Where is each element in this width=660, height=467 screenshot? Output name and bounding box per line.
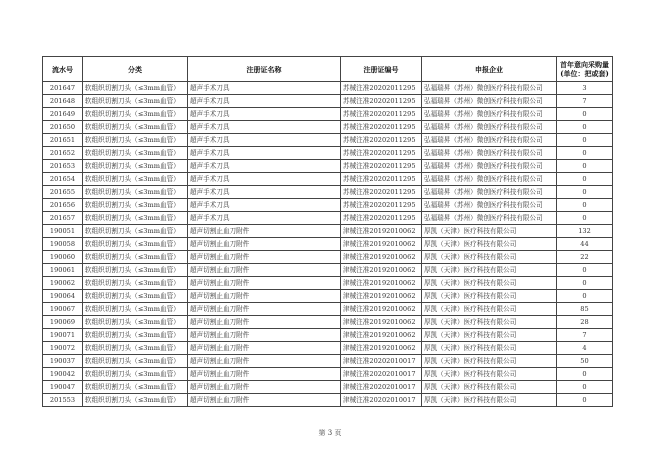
cell-quantity: 0 <box>557 394 613 407</box>
header-quantity <box>557 57 613 82</box>
table-row <box>43 108 613 121</box>
header-quantity-line2: (单位：把或套) <box>560 69 609 78</box>
cell-quantity: 0 <box>557 121 613 134</box>
cell-serial: 201651 <box>43 134 83 147</box>
cell-category: 软组织切割刀头（≤3mm血管） <box>83 160 188 173</box>
cell-category: 软组织切割刀头（≤3mm血管） <box>83 394 188 407</box>
cell-reg-name: 超声手术刀具 <box>188 121 341 134</box>
cell-category: 软组织切割刀头（≤3mm血管） <box>83 147 188 160</box>
cell-reg-name: 超声手术刀具 <box>188 212 341 225</box>
cell-reg-name: 超声切割止血刀附件 <box>188 355 341 368</box>
cell-serial: 201553 <box>43 394 83 407</box>
cell-quantity: 3 <box>557 82 613 95</box>
cell-enterprise: 厚凯（天津）医疗科技有限公司 <box>422 238 557 251</box>
cell-reg-name: 超声手术刀具 <box>188 160 341 173</box>
cell-serial: 190062 <box>43 277 83 290</box>
cell-category: 软组织切割刀头（≤3mm血管） <box>83 121 188 134</box>
table-row <box>43 290 613 303</box>
cell-serial: 190060 <box>43 251 83 264</box>
table-row <box>43 160 613 173</box>
cell-category: 软组织切割刀头（≤3mm血管） <box>83 355 188 368</box>
cell-serial: 190047 <box>43 381 83 394</box>
cell-category: 软组织切割刀头（≤3mm血管） <box>83 342 188 355</box>
cell-quantity: 0 <box>557 290 613 303</box>
cell-serial: 190067 <box>43 303 83 316</box>
header-enterprise: 申报企业 <box>422 57 557 82</box>
cell-serial: 190051 <box>43 225 83 238</box>
table-row <box>43 95 613 108</box>
cell-reg-no: 津械注准20192010062 <box>341 225 422 238</box>
cell-enterprise: 厚凯（天津）医疗科技有限公司 <box>422 316 557 329</box>
cell-reg-name: 超声切割止血刀附件 <box>188 394 341 407</box>
cell-enterprise: 厚凯（天津）医疗科技有限公司 <box>422 225 557 238</box>
cell-quantity: 0 <box>557 264 613 277</box>
header-category: 分类 <box>83 57 188 82</box>
cell-enterprise: 弘福瑞昇（苏州）微创医疗科技有限公司 <box>422 173 557 186</box>
cell-category: 软组织切割刀头（≤3mm血管） <box>83 264 188 277</box>
cell-enterprise: 弘福瑞昇（苏州）微创医疗科技有限公司 <box>422 147 557 160</box>
table-row <box>43 277 613 290</box>
cell-serial: 201652 <box>43 147 83 160</box>
cell-category: 软组织切割刀头（≤3mm血管） <box>83 277 188 290</box>
table-row <box>43 355 613 368</box>
cell-reg-name: 超声切割止血刀附件 <box>188 277 341 290</box>
cell-reg-no: 津械注准20192010062 <box>341 329 422 342</box>
cell-quantity: 0 <box>557 368 613 381</box>
table-row <box>43 342 613 355</box>
cell-reg-no: 苏械注准20202011295 <box>341 95 422 108</box>
cell-quantity: 44 <box>557 238 613 251</box>
cell-reg-no: 津械注准20192010062 <box>341 264 422 277</box>
cell-enterprise: 厚凯（天津）医疗科技有限公司 <box>422 290 557 303</box>
cell-enterprise: 弘福瑞昇（苏州）微创医疗科技有限公司 <box>422 82 557 95</box>
cell-reg-no: 津械注准20192010062 <box>341 277 422 290</box>
cell-reg-no: 津械注准20202010017 <box>341 394 422 407</box>
cell-enterprise: 弘福瑞昇（苏州）微创医疗科技有限公司 <box>422 95 557 108</box>
cell-serial: 190042 <box>43 368 83 381</box>
cell-enterprise: 厚凯（天津）医疗科技有限公司 <box>422 342 557 355</box>
cell-quantity: 22 <box>557 251 613 264</box>
cell-reg-no: 苏械注准20202011295 <box>341 134 422 147</box>
cell-reg-no: 津械注准20192010062 <box>341 316 422 329</box>
table-row <box>43 121 613 134</box>
cell-reg-name: 超声手术刀具 <box>188 82 341 95</box>
cell-reg-no: 苏械注准20202011295 <box>341 121 422 134</box>
cell-quantity: 7 <box>557 95 613 108</box>
cell-reg-name: 超声切割止血刀附件 <box>188 251 341 264</box>
cell-reg-name: 超声切割止血刀附件 <box>188 238 341 251</box>
procurement-table <box>42 56 613 407</box>
cell-category: 软组织切割刀头（≤3mm血管） <box>83 186 188 199</box>
cell-serial: 190061 <box>43 264 83 277</box>
cell-quantity: 0 <box>557 108 613 121</box>
cell-quantity: 132 <box>557 225 613 238</box>
cell-reg-name: 超声手术刀具 <box>188 173 341 186</box>
cell-reg-no: 津械注准20202010017 <box>341 368 422 381</box>
cell-reg-no: 苏械注准20202011295 <box>341 147 422 160</box>
cell-category: 软组织切割刀头（≤3mm血管） <box>83 134 188 147</box>
cell-category: 软组织切割刀头（≤3mm血管） <box>83 238 188 251</box>
cell-quantity: 0 <box>557 173 613 186</box>
cell-quantity: 0 <box>557 277 613 290</box>
table-row <box>43 82 613 95</box>
cell-enterprise: 厚凯（天津）医疗科技有限公司 <box>422 277 557 290</box>
cell-reg-no: 津械注准20202010017 <box>341 381 422 394</box>
cell-quantity: 0 <box>557 134 613 147</box>
cell-reg-no: 津械注准20192010062 <box>341 290 422 303</box>
cell-reg-name: 超声切割止血刀附件 <box>188 316 341 329</box>
cell-enterprise: 厚凯（天津）医疗科技有限公司 <box>422 368 557 381</box>
cell-category: 软组织切割刀头（≤3mm血管） <box>83 381 188 394</box>
header-reg-name: 注册证名称 <box>188 57 341 82</box>
table-row <box>43 316 613 329</box>
cell-serial: 190037 <box>43 355 83 368</box>
table-row <box>43 394 613 407</box>
cell-enterprise: 弘福瑞昇（苏州）微创医疗科技有限公司 <box>422 121 557 134</box>
cell-reg-no: 津械注准20192010062 <box>341 238 422 251</box>
cell-quantity: 7 <box>557 329 613 342</box>
table-row <box>43 238 613 251</box>
cell-category: 软组织切割刀头（≤3mm血管） <box>83 303 188 316</box>
cell-reg-no: 苏械注准20202011295 <box>341 186 422 199</box>
table-row <box>43 264 613 277</box>
cell-reg-name: 超声切割止血刀附件 <box>188 264 341 277</box>
cell-enterprise: 厚凯（天津）医疗科技有限公司 <box>422 251 557 264</box>
cell-quantity: 0 <box>557 381 613 394</box>
cell-reg-no: 苏械注准20202011295 <box>341 199 422 212</box>
cell-reg-no: 津械注准20202010017 <box>341 355 422 368</box>
cell-category: 软组织切割刀头（≤3mm血管） <box>83 329 188 342</box>
cell-serial: 201657 <box>43 212 83 225</box>
cell-category: 软组织切割刀头（≤3mm血管） <box>83 212 188 225</box>
table-row <box>43 251 613 264</box>
cell-enterprise: 弘福瑞昇（苏州）微创医疗科技有限公司 <box>422 108 557 121</box>
cell-reg-no: 津械注准20192010062 <box>341 303 422 316</box>
cell-reg-name: 超声切割止血刀附件 <box>188 225 341 238</box>
table-header-row <box>43 57 613 82</box>
cell-reg-name: 超声切割止血刀附件 <box>188 381 341 394</box>
cell-category: 软组织切割刀头（≤3mm血管） <box>83 316 188 329</box>
cell-enterprise: 厚凯（天津）医疗科技有限公司 <box>422 355 557 368</box>
table-row <box>43 368 613 381</box>
cell-quantity: 0 <box>557 147 613 160</box>
cell-serial: 190071 <box>43 329 83 342</box>
cell-serial: 201653 <box>43 160 83 173</box>
cell-reg-name: 超声切割止血刀附件 <box>188 368 341 381</box>
cell-serial: 201649 <box>43 108 83 121</box>
cell-reg-name: 超声手术刀具 <box>188 95 341 108</box>
cell-reg-no: 苏械注准20202011295 <box>341 108 422 121</box>
cell-reg-name: 超声切割止血刀附件 <box>188 329 341 342</box>
cell-reg-name: 超声手术刀具 <box>188 134 341 147</box>
cell-reg-no: 苏械注准20202011295 <box>341 212 422 225</box>
cell-reg-no: 津械注准20192010062 <box>341 251 422 264</box>
cell-reg-no: 苏械注准20202011295 <box>341 160 422 173</box>
cell-quantity: 4 <box>557 342 613 355</box>
cell-enterprise: 弘福瑞昇（苏州）微创医疗科技有限公司 <box>422 212 557 225</box>
cell-quantity: 0 <box>557 199 613 212</box>
cell-serial: 201647 <box>43 82 83 95</box>
cell-enterprise: 厚凯（天津）医疗科技有限公司 <box>422 381 557 394</box>
cell-enterprise: 厚凯（天津）医疗科技有限公司 <box>422 264 557 277</box>
cell-serial: 190069 <box>43 316 83 329</box>
cell-reg-name: 超声切割止血刀附件 <box>188 342 341 355</box>
cell-category: 软组织切割刀头（≤3mm血管） <box>83 82 188 95</box>
header-serial: 流水号 <box>43 57 83 82</box>
cell-category: 软组织切割刀头（≤3mm血管） <box>83 368 188 381</box>
cell-category: 软组织切割刀头（≤3mm血管） <box>83 225 188 238</box>
cell-enterprise: 厚凯（天津）医疗科技有限公司 <box>422 394 557 407</box>
cell-serial: 190064 <box>43 290 83 303</box>
table-row <box>43 173 613 186</box>
cell-serial: 201654 <box>43 173 83 186</box>
table-row <box>43 199 613 212</box>
cell-quantity: 0 <box>557 160 613 173</box>
cell-reg-name: 超声手术刀具 <box>188 199 341 212</box>
cell-reg-name: 超声手术刀具 <box>188 186 341 199</box>
cell-enterprise: 厚凯（天津）医疗科技有限公司 <box>422 329 557 342</box>
table-row <box>43 329 613 342</box>
cell-category: 软组织切割刀头（≤3mm血管） <box>83 173 188 186</box>
cell-category: 软组织切割刀头（≤3mm血管） <box>83 251 188 264</box>
cell-serial: 201655 <box>43 186 83 199</box>
page-number: 第 3 页 <box>318 429 342 437</box>
cell-quantity: 0 <box>557 186 613 199</box>
cell-quantity: 28 <box>557 316 613 329</box>
header-reg-no: 注册证编号 <box>341 57 422 82</box>
table-row <box>43 186 613 199</box>
cell-quantity: 0 <box>557 212 613 225</box>
cell-category: 软组织切割刀头（≤3mm血管） <box>83 108 188 121</box>
cell-quantity: 50 <box>557 355 613 368</box>
table-body <box>43 82 613 407</box>
table-row <box>43 225 613 238</box>
cell-reg-name: 超声切割止血刀附件 <box>188 303 341 316</box>
cell-serial: 190072 <box>43 342 83 355</box>
table-row <box>43 212 613 225</box>
cell-quantity: 85 <box>557 303 613 316</box>
cell-enterprise: 弘福瑞昇（苏州）微创医疗科技有限公司 <box>422 160 557 173</box>
cell-category: 软组织切割刀头（≤3mm血管） <box>83 95 188 108</box>
cell-category: 软组织切割刀头（≤3mm血管） <box>83 199 188 212</box>
cell-enterprise: 弘福瑞昇（苏州）微创医疗科技有限公司 <box>422 134 557 147</box>
cell-reg-no: 苏械注准20202011295 <box>341 82 422 95</box>
cell-reg-name: 超声手术刀具 <box>188 147 341 160</box>
table-row <box>43 303 613 316</box>
table-row <box>43 147 613 160</box>
cell-reg-no: 津械注准20192010062 <box>341 342 422 355</box>
table-row <box>43 134 613 147</box>
cell-serial: 201650 <box>43 121 83 134</box>
cell-serial: 190058 <box>43 238 83 251</box>
cell-enterprise: 厚凯（天津）医疗科技有限公司 <box>422 303 557 316</box>
table-row <box>43 381 613 394</box>
cell-reg-name: 超声切割止血刀附件 <box>188 290 341 303</box>
cell-reg-no: 苏械注准20202011295 <box>341 173 422 186</box>
cell-enterprise: 弘福瑞昇（苏州）微创医疗科技有限公司 <box>422 199 557 212</box>
cell-enterprise: 弘福瑞昇（苏州）微创医疗科技有限公司 <box>422 186 557 199</box>
header-quantity-line1: 首年意向采购量 <box>560 60 609 69</box>
cell-serial: 201656 <box>43 199 83 212</box>
cell-reg-name: 超声手术刀具 <box>188 108 341 121</box>
cell-serial: 201648 <box>43 95 83 108</box>
cell-category: 软组织切割刀头（≤3mm血管） <box>83 290 188 303</box>
